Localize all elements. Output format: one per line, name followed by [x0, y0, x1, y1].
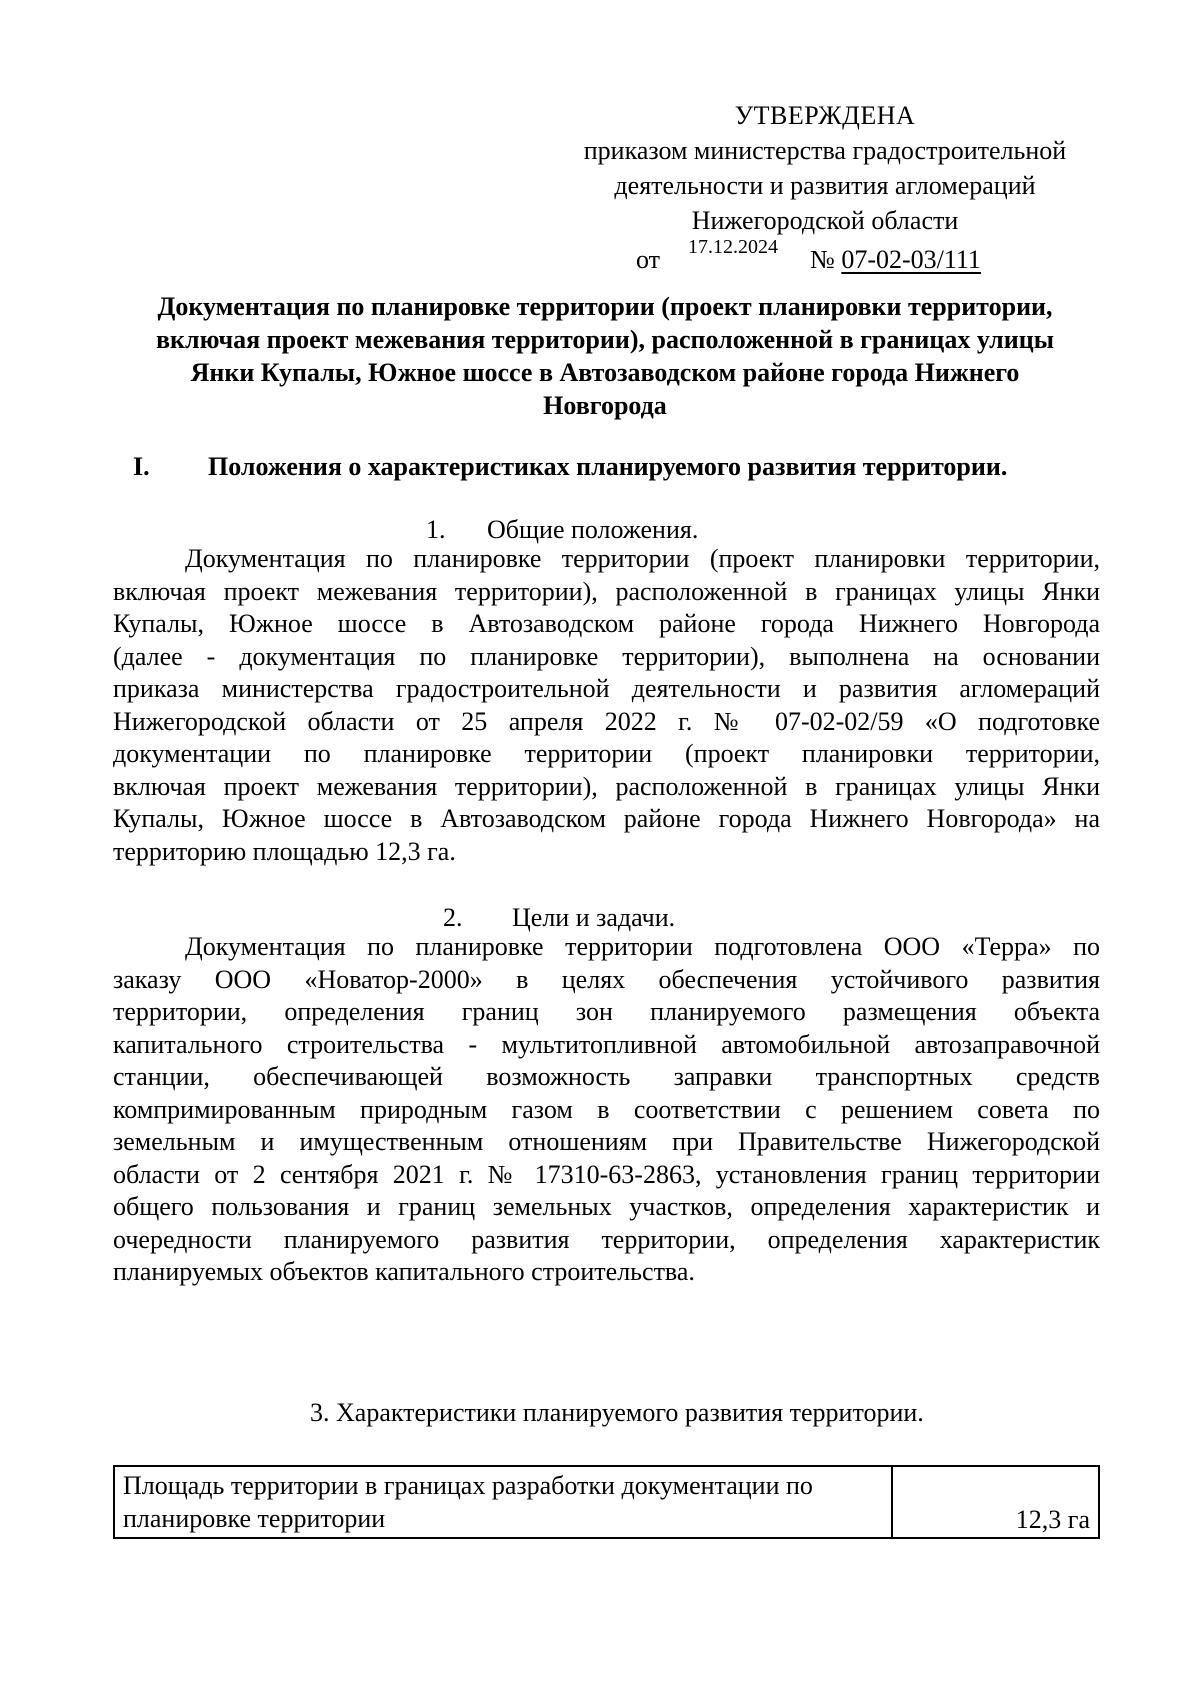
table-label-line: планировке территории: [123, 1504, 386, 1533]
subsection-number: 1.: [426, 515, 446, 544]
paragraph-line: Документация по планировке территории подготовлена ООО «Терра» по: [185, 932, 1100, 961]
paragraph-line: компримированным природным газом в соответствии с решением совета по: [113, 1094, 1100, 1124]
table-label-line: Площадь территории в границах разработки документации по: [123, 1471, 813, 1500]
paragraph-line: общего пользования и границ земельных участков, определения характеристик и: [113, 1192, 1100, 1221]
table-cell-value: 12,3 га: [892, 1466, 1099, 1538]
characteristics-table: [113, 1465, 1100, 1539]
title-line: Документация по планировке территории (проект планировки территории,: [157, 292, 1053, 321]
paragraph-line: Купалы, Южное шоссе в Автозаводском районе города Нижнего Новгорода» на: [113, 804, 1100, 833]
table-row: [114, 1466, 1099, 1538]
paragraph-line: документации по планировке территории (проект планировки территории,: [113, 739, 1100, 768]
paragraph-line: планируемых объектов капитального строительства.: [113, 1257, 695, 1286]
paragraph-line: Нижегородской области от 25 апреля 2022 г. № 07-02-02/59 «О подготовке: [113, 706, 1100, 736]
section-heading: Положения о характеристиках планируемого развития территории.: [208, 452, 1008, 481]
paragraph-general: [113, 543, 1100, 868]
approval-line: Нижегородской области: [691, 206, 959, 235]
paragraph-goals: [113, 931, 1100, 1289]
subsection-heading: 3. Характеристики планируемого развития территории.: [310, 1398, 924, 1427]
title-line: включая проект межевания территории), расположенной в границах улицы: [155, 325, 1055, 354]
approval-number: 07-02-03/111: [841, 245, 981, 274]
title-line: Янки Купалы, Южное шоссе в Автозаводском районе города Нижнего: [190, 358, 1020, 387]
paragraph-line: станции, обеспечивающей возможность заправки транспортных средств: [113, 1062, 1100, 1091]
paragraph-line: включая проект межевания территории), расположенной в границах улицы Янки: [113, 771, 1100, 801]
section-numeral: I.: [133, 452, 150, 481]
paragraph-line: земельным и имущественным отношениям при Правительстве Нижегородской: [113, 1127, 1100, 1156]
paragraph-line: территории, определения границ зон планируемого размещения объекта: [113, 997, 1100, 1026]
approval-date: 17.12.2024: [688, 236, 778, 258]
table-cell-label: [114, 1466, 892, 1538]
approval-heading: УТВЕРЖДЕНА: [734, 101, 916, 130]
approval-line: приказом министерства градостроительной: [583, 136, 1067, 165]
paragraph-line: Документация по планировке территории (проект планировки территории,: [185, 544, 1100, 573]
paragraph-line: Купалы, Южное шоссе в Автозаводском районе города Нижнего Новгорода: [113, 609, 1100, 638]
approval-line: деятельности и развития агломераций: [614, 171, 1036, 200]
approval-number-wrap: [810, 242, 981, 277]
subsection-heading: Цели и задачи.: [512, 903, 676, 932]
approval-date-line: [540, 238, 1110, 278]
paragraph-line: очередности планируемого развития территории, определения характеристик: [113, 1224, 1100, 1254]
paragraph-line: капитального строительства - мультитопливной автомобильной автозаправочной: [113, 1029, 1100, 1059]
approval-number-prefix: №: [810, 245, 835, 274]
approval-ot: от: [636, 245, 661, 274]
paragraph-line: приказа министерства градостроительной деятельности и развития агломераций: [113, 674, 1100, 703]
title-line: Новгорода: [543, 391, 667, 420]
subsection-number: 2.: [443, 903, 463, 932]
approval-block: [540, 98, 1110, 278]
paragraph-line: включая проект межевания территории), расположенной в границах улицы Янки: [113, 576, 1100, 606]
paragraph-line: заказу ООО «Новатор-2000» в целях обеспечения устойчивого развития: [113, 964, 1100, 994]
subsection-heading: Общие положения.: [487, 515, 699, 544]
paragraph-line: (далее - документация по планировке территории), выполнена на основании: [113, 641, 1100, 671]
paragraph-line: территорию площадью 12,3 га.: [113, 836, 456, 866]
document-title: [110, 290, 1100, 422]
paragraph-line: области от 2 сентября 2021 г. № 17310-63-2863, установления границ территории: [113, 1159, 1100, 1189]
